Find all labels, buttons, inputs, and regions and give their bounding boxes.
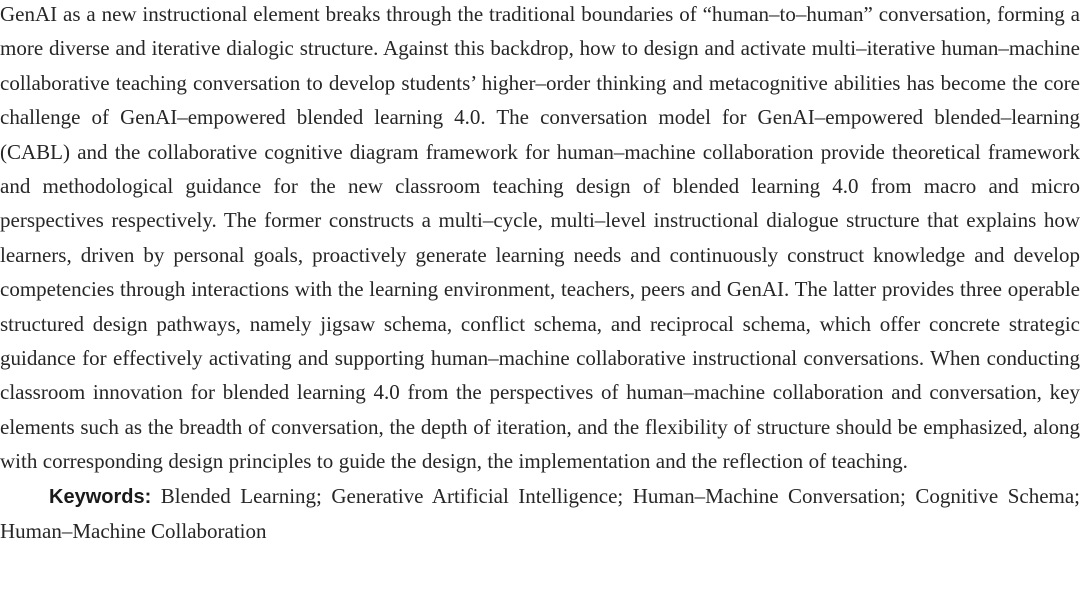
keywords-label: Keywords: <box>49 485 152 508</box>
abstract-paragraph: GenAI as a new instructional element breaks through the traditional boundaries of “human–to–human” conversation, forming a more diverse and iterative dialogic structure. Against this backdrop, how to design and activate multi–iterative human–machine collaborative teaching conversation to develop students’ higher–order thinking and metacognitive abilities has become the core challenge of GenAI–empowered blended learning 4.0. The conversation model for GenAI–empowered blended–learning (CABL) and the collaborative cognitive diagram framework for human–machine collaboration provide theoretical framework and methodological guidance for the new classroom teaching design of blended learning 4.0 from macro and micro perspectives respectively. The former constructs a multi–cycle, multi–level instructional dialogue structure that explains how learners, driven by personal goals, proactively generate learning needs and continuously construct knowledge and develop competencies through interactions with the learning environment, teachers, peers and GenAI. The latter provides three operable structured design pathways, namely jigsaw schema, conflict schema, and reciprocal schema, which offer concrete strategic guidance for effectively activating and supporting human–machine collaborative instructional conversations. When conducting classroom innovation for blended learning 4.0 from the perspectives of human–machine collaboration and conversation, key elements such as the breadth of conversation, the depth of iteration, and the flexibility of structure should be emphasized, along with corresponding design principles to guide the design, the implementation and the reflection of teaching. <box>0 2 1080 474</box>
keywords-list: Blended Learning; Generative Artificial Intelligence; Human–Machine Conversation; Cognitive Schema; Human–Machine Collaboration <box>0 483 1080 544</box>
keywords-line <box>0 479 1080 549</box>
